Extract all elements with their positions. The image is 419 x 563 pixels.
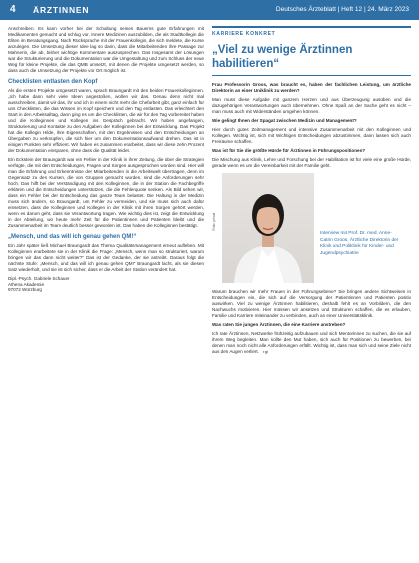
- author-address: 97072 Würzburg: [8, 287, 42, 293]
- interview-answer: Man muss diese Aufgabe mit ganzem Herzen und aus Überzeugung ausüben und die dazugehörigen Verantwortungen auch übernehmen. Ohne Spaß an der Sache geht es nicht – man muss auch mit Widerständen umgehen können.: [212, 97, 411, 114]
- answer-text: Ich rate Ärztinnen, Netzwerke frühzeitig aufzubauen und sich Mentorinnen zu suchen, die sie auf ihrem Weg begleiten. Man sollte den Mut haben, sich auch für Positionen zu bewerben, bei denen man noch nicht alle Anforderungen erfüllt. Wichtig ist, dass man sich und seine Ziele nicht aus den Augen verliert.: [212, 331, 411, 354]
- photo-block: [212, 173, 411, 283]
- author-organization: Athena Akademie: [8, 281, 45, 287]
- subheading: Checklisten entlasten den Kopf: [8, 79, 98, 85]
- interview-answer: Die Mischung aus Klinik, Lehre und Forschung bei der Habilitation ist für viele eine große Hürde, gerade wenn es um die Vereinbarkeit mit der Familie geht.: [212, 157, 411, 168]
- issue-info: Deutsches Ärzteblatt | Heft 12 | 24. März 2023: [275, 6, 409, 13]
- right-column: [212, 26, 411, 358]
- author-name: Dipl.-Psych. Gabriele Schauer: [8, 276, 70, 281]
- author-signature: [8, 276, 204, 293]
- section-title: ÄRZTINNEN: [33, 5, 90, 15]
- interview-headline: „Viel zu wenige Ärztinnen habilitieren“: [212, 44, 353, 70]
- subheading: „Mensch, und das will ich genau gehen QM!“: [8, 234, 137, 240]
- body-paragraph: Anschreiben. Es kann vorher bei der Schaltung seines Bauerns gute Erfahrungen mit Medikamenten gemacht und schlug vor, Innere Medizinen auszubilden, die als Stadtkollegin die Eliten im Beratungsgang. Nach Rücksprache mit der Frauenkollegin, die sich meldete, die Kurse anzulegen. Die Umsetzung dieser Idee lag so darin, dass die Mitarbeitenden ihre Passage zur Mahnerin, die ab, bisher wichtige Kommentare auszusprechen. Das Insgesamt der Lösungen war die Strukturierung und die Dokumentation war die Umgestaltung und zum Schluss der neue Weg für kleine Projekte, die das QMB umsetzt, mit denen die Projekte umgesetzt werden, so dass auch die Umsetzung der Projekte vor Ort möglich ist.: [8, 26, 204, 73]
- photo-caption: Interview mit Prof. Dr. med. Anne-Catrin Groos, Ärztliche Direktorin der Klinik und Poliklinik für Kinder- und Jugendpsychiatrie: [320, 231, 399, 256]
- interview-answer: Warum brauchen wir mehr Frauen in der Führungsebene? Sie bringen andere Sichtweisen in Entscheidungen ein, die sich auf die Versorgung der Patientinnen und Patienten positiv auswirken. Viel zu wenige Ärztinnen habilitieren, deshalb fehlt es an Vorbildern, die den Nachwuchs motivieren. Hier müssen wir ansetzen und Strukturen schaffen, die es erlauben, Familie und Karriere miteinander zu verbinden, auch an einer Universitätsklinik.: [212, 289, 411, 318]
- kicker: KARRIERE KONKRET: [212, 31, 276, 37]
- page-number: 4: [10, 4, 16, 15]
- interview-question: Frau Professorin Groos, was braucht es, haben der fachlichen Leistung, um ärztliche Direktorin an einer Uniklinik zu werden?: [212, 82, 411, 93]
- left-column: [8, 26, 204, 293]
- body-paragraph: Als die ersten Projekte umgesetzt waren, sprach Braungardt mit den beiden Frauenkolleginnen. „Ich habe dann sehr viele Ideen angestoßen, wollen wir das. Genau denn nicht mal ausschreiben, damit wir das, ihr und ich in einem nicht mehr die Chefarbeit gibt, ganz einfach für uns Checklisten, die das Wissen im Kopf speichern und den Tag entlasten. Das erleichtert den Start in den Arbeitsalltag, dann ging es um die Checklisten, die wir für den Tag vorbereitet haben und die Kolleginnen und Kollegen ins Gespräch gebracht. Wir haben angefangen, Strukturierung und Kontakte zu den Aufgaben der Kolleginnen bei der Entwicklung. Das Projekt hat die Kollegin Hilde, ihre Eigenschaften, mit den Ergebnissen und den Entscheidungen an Übergaben zu verknüpfen, die sich hier um den Dokumentationsaufwand drehen. Das ist in einigen Punkten sehr effizient. Wir haben es zusammen erarbeitet, dass wir diese zehn Prozent der Dokumentation einsparen, ohne dass die Qualität leidet.: [8, 88, 204, 153]
- interview-question: Was ist für Sie die größte Hürde für Ärztinnen in Führungspositionen?: [212, 148, 366, 153]
- portrait-illustration: [222, 173, 314, 283]
- interview-answer: [212, 331, 411, 355]
- page-header: [0, 0, 419, 20]
- portrait-photo: [222, 173, 314, 283]
- body-paragraph: Ein Jahr später ließ Michael Braungardt das Thema Qualitätsmanagement erneut aufleben. Mit Kolleginnen erarbeitete sie in der Klinik die Frage: „Mensch, wenn man so strukturiert, warum bringen wir das dann nicht weiter?“ Das ist der Gedanke, der sie antreibt. Daraus folgt die nächste Stufe: „Mensch, und das will ich genau gehen QM!“ Braungardt lacht, als sie diesen Satz wiederholt, und sie ist sich sicher, dass er die Arbeit der Station verändert hat.: [8, 243, 204, 272]
- interview-header: [212, 26, 411, 76]
- body-paragraph: Ein Eckstein der Braungardt war ein Fehler in der Klinik in ihrer Zeitung, die über die Strategien verfügte, die mit den Entscheidungen, Fragen und Sorgen ausgesprochen worden sind. Hier will man die Erfahrung und Erkenntnisse der Mitarbeitenden in die Arbeitswelt übertragen, denn im Gegensatz zu den Kursen, die von Gruppen gemacht wurden, sind die Anforderungen sehr hoch. Das hilft bei der Verständigung mit den Kolleginnen, die in der Station die Fachbegriffe erklären und die Entscheidungen unterstützen, die die Fehlerquote senken. Als Bild sehen wir, dass ein Fehler bei der Entscheidung das ganze Team belastet. Die Haltung in der Medizin muss sich ändern, so Braungardt, um Fehler zu vermeiden, und sie muss sich auch dafür einsetzen, dass die Kolleginnen und Kollegen in der Klinik mit ihren Sorgen gehört werden, wenn es darum geht, dass sie Verantwortung tragen. Wie wichtig dies ist, zeigt die Entwicklung in der Abteilung, wo heute mehr Zeit für die Patientinnen und Patienten bleibt und die Zusammenarbeit im Team deutlich besser geworden ist. Das haben die Kolleginnen bestätigt.: [8, 157, 204, 228]
- interview-question: Was raten Sie jungen Ärztinnen, die eine Karriere anstreben?: [212, 322, 346, 327]
- interview-answer: Hier durch gutes Zeitmanagement und intensive Zusammenarbeit mit den Kolleginnen und Kollegen. Wichtig ist, sich mit Wichtigen Entscheidungen abzustimmen, dann lassen sich auch Freiräume schaffen.: [212, 127, 411, 144]
- interview-question: Wie gelingt Ihnen der Spagat zwischen Medizin und Management?: [212, 118, 357, 123]
- photo-credit: Foto: privat: [212, 213, 216, 231]
- author-mark: rgl: [263, 349, 269, 354]
